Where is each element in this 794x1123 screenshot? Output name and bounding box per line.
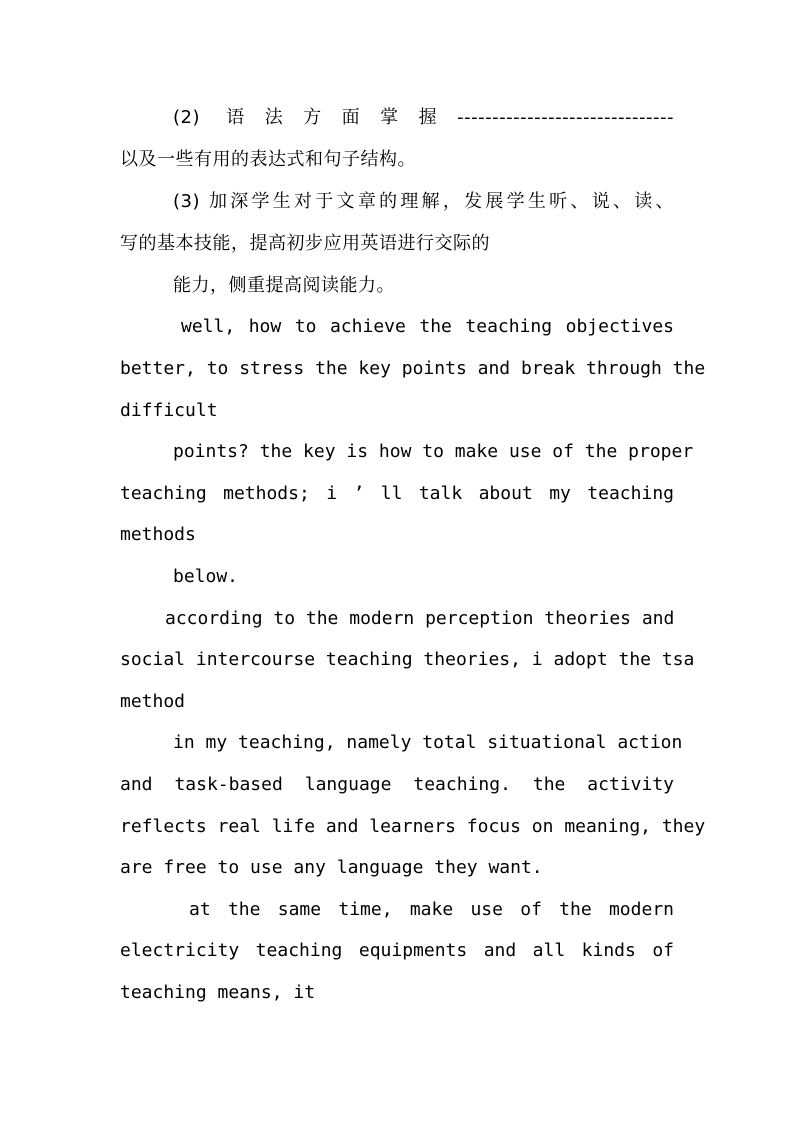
grammar-objective-continuation: 以及一些有用的表达式和句子结构。 xyxy=(120,149,416,170)
paragraph-well-line-2: better, to stress the key points and break through the xyxy=(120,358,706,379)
paragraph-according-line-3: method xyxy=(120,691,186,712)
paragraph-in-line-2: and task-based language teaching. the activity xyxy=(120,774,674,795)
reading-ability-line: 能力，侧重提高阅读能力。 xyxy=(173,275,395,296)
paragraph-at-line-2: electricity teaching equipments and all kinds of xyxy=(120,940,674,961)
paragraph-in-line-1: in my teaching, namely total situational action xyxy=(173,732,683,753)
paragraph-points-line-3: methods xyxy=(120,524,196,545)
paragraph-at-line-1: at the same time, make use of the modern xyxy=(189,899,674,920)
paragraph-points-line-1: points? the key is how to make use of the proper xyxy=(173,441,694,462)
paragraph-according-line-1: according to the modern perception theories and xyxy=(165,608,675,629)
paragraph-points-line-2: teaching methods; i ’ ll talk about my teaching xyxy=(120,483,674,504)
paragraph-according-line-2: social intercourse teaching theories, i adopt the tsa xyxy=(120,649,695,670)
skills-objective-continuation: 写的基本技能，提高初步应用英语进行交际的 xyxy=(120,233,490,254)
paragraph-well-line-1: well, how to achieve the teaching objectives xyxy=(181,316,674,337)
paragraph-at-line-3: teaching means, it xyxy=(120,982,316,1003)
grammar-objective-line: (2) 语法方面掌握------------------------------- xyxy=(173,107,674,128)
paragraph-in-line-4: are free to use any language they want. xyxy=(120,857,543,878)
paragraph-below-line: below. xyxy=(173,566,239,587)
skills-objective-line: (3) 加深学生对于文章的理解，发展学生听、说、读、 xyxy=(173,191,674,212)
paragraph-in-line-3: reflects real life and learners focus on meaning, they xyxy=(120,816,706,837)
paragraph-well-line-3: difficult xyxy=(120,400,218,421)
